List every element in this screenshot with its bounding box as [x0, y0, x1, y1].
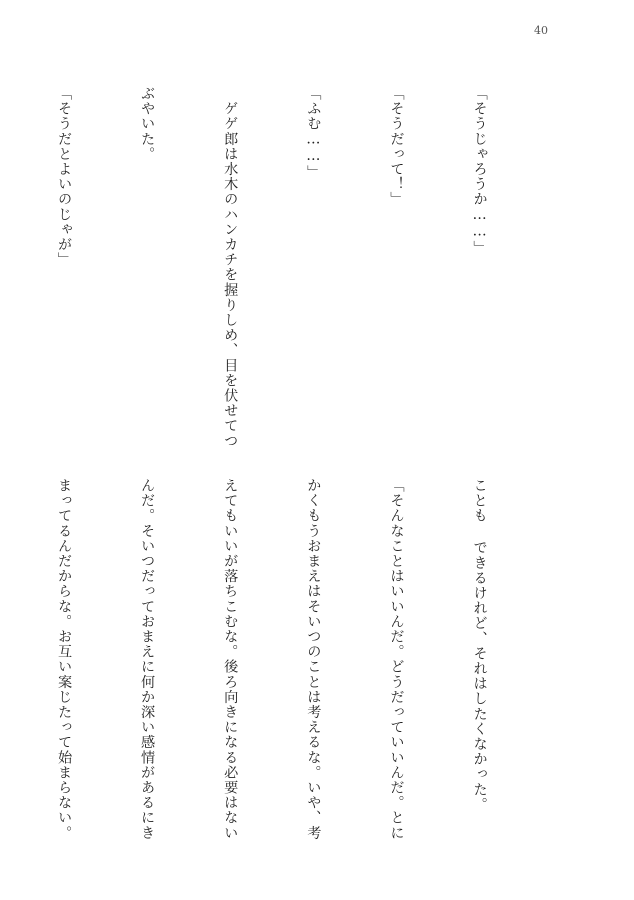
text-line: 「そうだとよいのじゃが」 — [56, 86, 73, 268]
text-line: ゲゲ郎は水木のハンカチを握りしめ、目を伏せてつ — [222, 86, 239, 449]
text-line: 「そうじゃろうか……」 — [471, 86, 488, 256]
text-line: ぶやいた。 — [139, 86, 156, 162]
text-line: かくもうおまえはそいつのことは考えるな。いや、考 — [305, 478, 322, 841]
text-line: 「ふむ……」 — [305, 86, 322, 181]
text-line: まってるんだからな。お互い案じたって始まらない。 — [56, 478, 73, 841]
page-number: 40 — [534, 24, 548, 37]
text-block-top — [0, 86, 548, 449]
text-line: えてもいいが落ちこむな。後ろ向きになる必要はない — [222, 478, 239, 841]
text-line: んだ。そいつだっておまえに何か深い感情があるにき — [139, 478, 156, 841]
text-line: ことも できるけれど、それはしたくなかった。 — [471, 478, 488, 812]
text-line: 「そうだって！」 — [388, 86, 405, 207]
text-line: 「そんなことはいいんだ。どうだっていいんだ。とに — [388, 478, 405, 841]
text-block-bottom — [0, 478, 548, 841]
